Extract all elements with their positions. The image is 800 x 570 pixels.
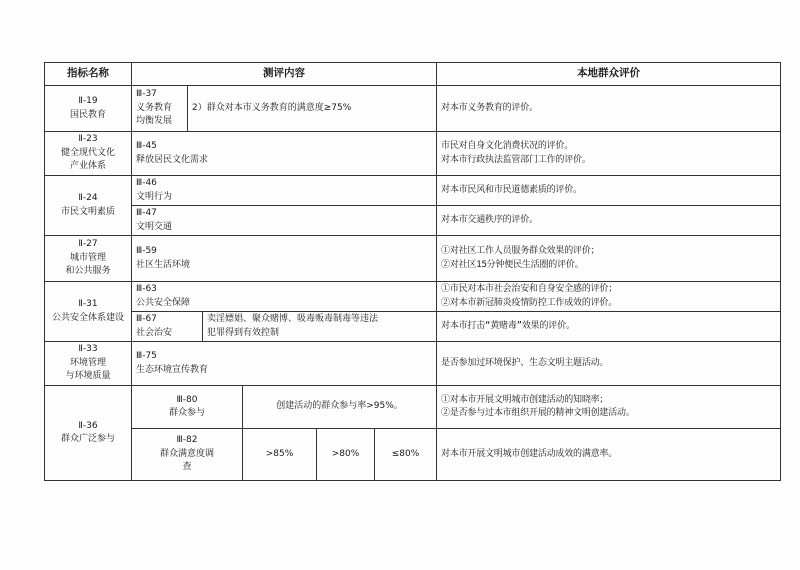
- eval-cell: 市民对自身文化消费状况的评价。 对本市行政执法监管部门工作的评价。: [437, 132, 781, 176]
- header-indicator: 指标名称: [45, 63, 132, 86]
- indicator-cell: Ⅱ-24 市民文明素质: [45, 176, 132, 236]
- content-cell: 卖淫嫖娼、聚众赌博、吸毒贩毒制毒等违法 犯罪得到有效控制: [203, 312, 437, 342]
- code-cell: Ⅲ-59 社区生活环境: [132, 236, 437, 282]
- table-row: [45, 86, 781, 132]
- table-row: [45, 206, 781, 236]
- code-cell: Ⅲ-37 义务教育 均衡发展: [132, 86, 188, 132]
- eval-cell: 对本市打击“黄赌毒”效果的评价。: [437, 312, 781, 342]
- header-row: [45, 63, 781, 86]
- code-cell: Ⅲ-63 公共安全保障: [132, 282, 437, 312]
- threshold-cell: ≤80%: [375, 429, 437, 481]
- threshold-cell: >85%: [243, 429, 317, 481]
- eval-cell: ①对社区工作人员服务群众效果的评价； ②对社区15分钟便民生活圈的评价。: [437, 236, 781, 282]
- indicator-cell: Ⅱ-19 国民教育: [45, 86, 132, 132]
- indicator-cell: Ⅱ-23 健全现代文化 产业体系: [45, 132, 132, 176]
- table-row: [45, 176, 781, 206]
- table-row: [45, 342, 781, 386]
- indicator-cell: Ⅱ-33 环境管理 与环境质量: [45, 342, 132, 386]
- header-content: 测评内容: [132, 63, 437, 86]
- eval-cell: 对本市开展文明城市创建活动成效的满意率。: [437, 429, 781, 481]
- code-cell: Ⅲ-67 社会治安: [132, 312, 203, 342]
- eval-cell: 对本市义务教育的评价。: [437, 86, 781, 132]
- code-cell: Ⅲ-45 释放居民文化需求: [132, 132, 437, 176]
- code-cell: Ⅲ-46 文明行为: [132, 176, 437, 206]
- indicator-cell: Ⅱ-36 群众广泛参与: [45, 386, 132, 481]
- eval-cell: 对本市交通秩序的评价。: [437, 206, 781, 236]
- table-row: [45, 282, 781, 312]
- code-cell: Ⅲ-47 文明交通: [132, 206, 437, 236]
- code-cell: Ⅲ-80 群众参与: [132, 386, 243, 429]
- indicator-cell: Ⅱ-27 城市管理 和公共服务: [45, 236, 132, 282]
- table-row: [45, 312, 781, 342]
- content-cell: 创建活动的群众参与率>95%。: [243, 386, 437, 429]
- eval-cell: 是否参加过环境保护、生态文明主题活动。: [437, 342, 781, 386]
- table-row: [45, 429, 781, 481]
- code-cell: Ⅲ-75 生态环境宣传教育: [132, 342, 437, 386]
- content-cell: 2）群众对本市义务教育的满意度≥75%: [188, 86, 437, 132]
- table-row: [45, 132, 781, 176]
- indicator-cell: Ⅱ-31 公共安全体系建设: [45, 282, 132, 342]
- eval-cell: ①市民对本市社会治安和自身安全感的评价； ②对本市新冠肺炎疫情防控工作成效的评价。: [437, 282, 781, 312]
- table-row: [45, 236, 781, 282]
- header-eval: 本地群众评价: [437, 63, 781, 86]
- table-row: [45, 386, 781, 429]
- eval-cell: 对本市民风和市民道德素质的评价。: [437, 176, 781, 206]
- eval-cell: ①对本市开展文明城市创建活动的知晓率； ②是否参与过本市组织开展的精神文明创建活动。: [437, 386, 781, 429]
- evaluation-table: [44, 62, 781, 481]
- code-cell: Ⅲ-82 群众满意度调 查: [132, 429, 243, 481]
- threshold-cell: >80%: [317, 429, 375, 481]
